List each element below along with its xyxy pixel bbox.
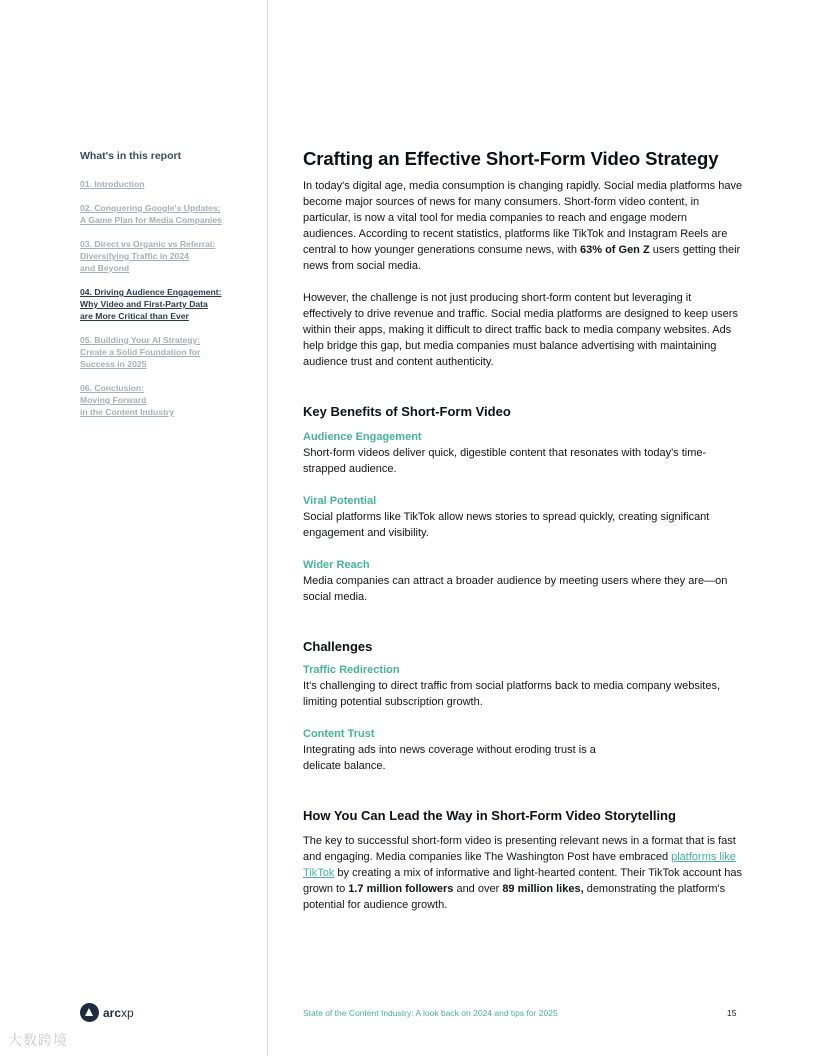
toc-item-line: 01. Introduction: [80, 179, 145, 189]
footer-caption: State of the Content Industry: A look back on 2024 and tips for 2025: [303, 1008, 558, 1018]
toc-item-line: 06. Conclusion:: [80, 383, 144, 393]
toc-item-line: 05. Building Your AI Strategy:: [80, 335, 201, 345]
toc-item-line: in the Content Industry: [80, 407, 175, 417]
challenge-item: [303, 662, 743, 710]
toc-item-6[interactable]: [80, 382, 260, 418]
benefit-item: [303, 493, 743, 541]
toc-item-line: and Beyond: [80, 263, 130, 273]
toc-item-line: are More Critical than Ever: [80, 311, 189, 321]
logo-wordmark: arcxp: [103, 1005, 134, 1020]
tiktok-link[interactable]: platforms like TikTok: [303, 851, 736, 879]
lead-paragraph: The key to successful short-form video is presenting relevant news in a format that is fast and engaging. Media companies like The Washington Post have embraced platforms like TikTok by creating a mix of informative and light-hearted content. Their TikTok account has grown to 1.7 million followers and over 89 million likes, demonstrating the platform's potential for audience growth.: [303, 835, 742, 911]
benefit-item: [303, 557, 743, 605]
benefit-title: Wider Reach: [303, 559, 370, 571]
challenge-title: Traffic Redirection: [303, 664, 400, 676]
watermark: 大数跨境: [8, 1032, 68, 1048]
benefit-title: Viral Potential: [303, 495, 377, 507]
arcxp-logo: [80, 1003, 134, 1022]
intro-paragraph-1: In today's digital age, media consumption is changing rapidly. Social media platforms have become major sources of news for many consumers. Short-form video content, in particular, is now a vital tool for media companies to reach and engage modern audiences. According to recent statistics, platforms like TikTok and Instagram Reels are central to how younger generations consume news, with 63% of Gen Z users getting their news from social media.: [303, 180, 743, 272]
toc-item-line: A Game Plan for Media Companies: [80, 215, 222, 225]
toc-title: What's in this report: [80, 150, 182, 162]
toc-item-line: Moving Forward: [80, 395, 147, 405]
toc-item-1[interactable]: [80, 178, 260, 190]
arcxp-logo-icon: [80, 1003, 99, 1022]
gen-z-stat: 63% of Gen Z: [580, 244, 650, 256]
benefit-text: Media companies can attract a broader audience by meeting users where they are—on social media.: [303, 575, 728, 603]
page-title: Crafting an Effective Short-Form Video Strategy: [303, 148, 719, 169]
toc-item-line: Diversifying Traffic in 2024: [80, 251, 189, 261]
toc-item-line: 04. Driving Audience Engagement:: [80, 287, 222, 297]
benefit-text: Social platforms like TikTok allow news stories to spread quickly, creating significant engagement and visibility.: [303, 511, 710, 539]
challenge-title: Content Trust: [303, 728, 375, 740]
report-toc: [80, 150, 260, 430]
benefit-item: [303, 429, 743, 477]
challenge-text: Integrating ads into news coverage without eroding trust is a delicate balance.: [303, 744, 596, 772]
likes-stat: 89 million likes,: [502, 883, 584, 895]
challenge-item: [303, 726, 603, 774]
benefit-text: Short-form videos deliver quick, digestible content that resonates with today's time-strapped audience.: [303, 447, 707, 475]
toc-item-2[interactable]: [80, 202, 260, 226]
toc-item-line: Why Video and First-Party Data: [80, 299, 208, 309]
benefits-heading: Key Benefits of Short-Form Video: [303, 404, 511, 419]
challenge-text: It's challenging to direct traffic from social platforms back to media company websites, limiting potential subscription growth.: [303, 680, 721, 708]
column-divider: [267, 0, 268, 1056]
toc-items: [80, 178, 260, 418]
toc-item-4[interactable]: [80, 286, 260, 322]
page-number: 15: [727, 1008, 737, 1018]
toc-item-line: Success in 2025: [80, 359, 147, 369]
lead-heading: How You Can Lead the Way in Short-Form Video Storytelling: [303, 808, 676, 823]
intro-paragraph-2: However, the challenge is not just producing short-form content but leveraging it effectively to drive revenue and traffic. Social media platforms are designed to keep users within their apps, making it difficult to direct traffic back to media company websites. Ads help bridge this gap, but media companies must balance advertising with maintaining audience trust and content authenticity.: [303, 292, 738, 368]
challenges-heading: Challenges: [303, 639, 373, 654]
main-content: [303, 148, 743, 913]
followers-stat: 1.7 million followers: [348, 883, 454, 895]
toc-item-line: Create a Solid Foundation for: [80, 347, 201, 357]
benefit-title: Audience Engagement: [303, 431, 422, 443]
toc-item-3[interactable]: [80, 238, 260, 274]
toc-item-line: 02. Conquering Google's Updates:: [80, 203, 221, 213]
toc-item-5[interactable]: [80, 334, 260, 370]
toc-item-line: 03. Direct vs Organic vs Referral:: [80, 239, 216, 249]
